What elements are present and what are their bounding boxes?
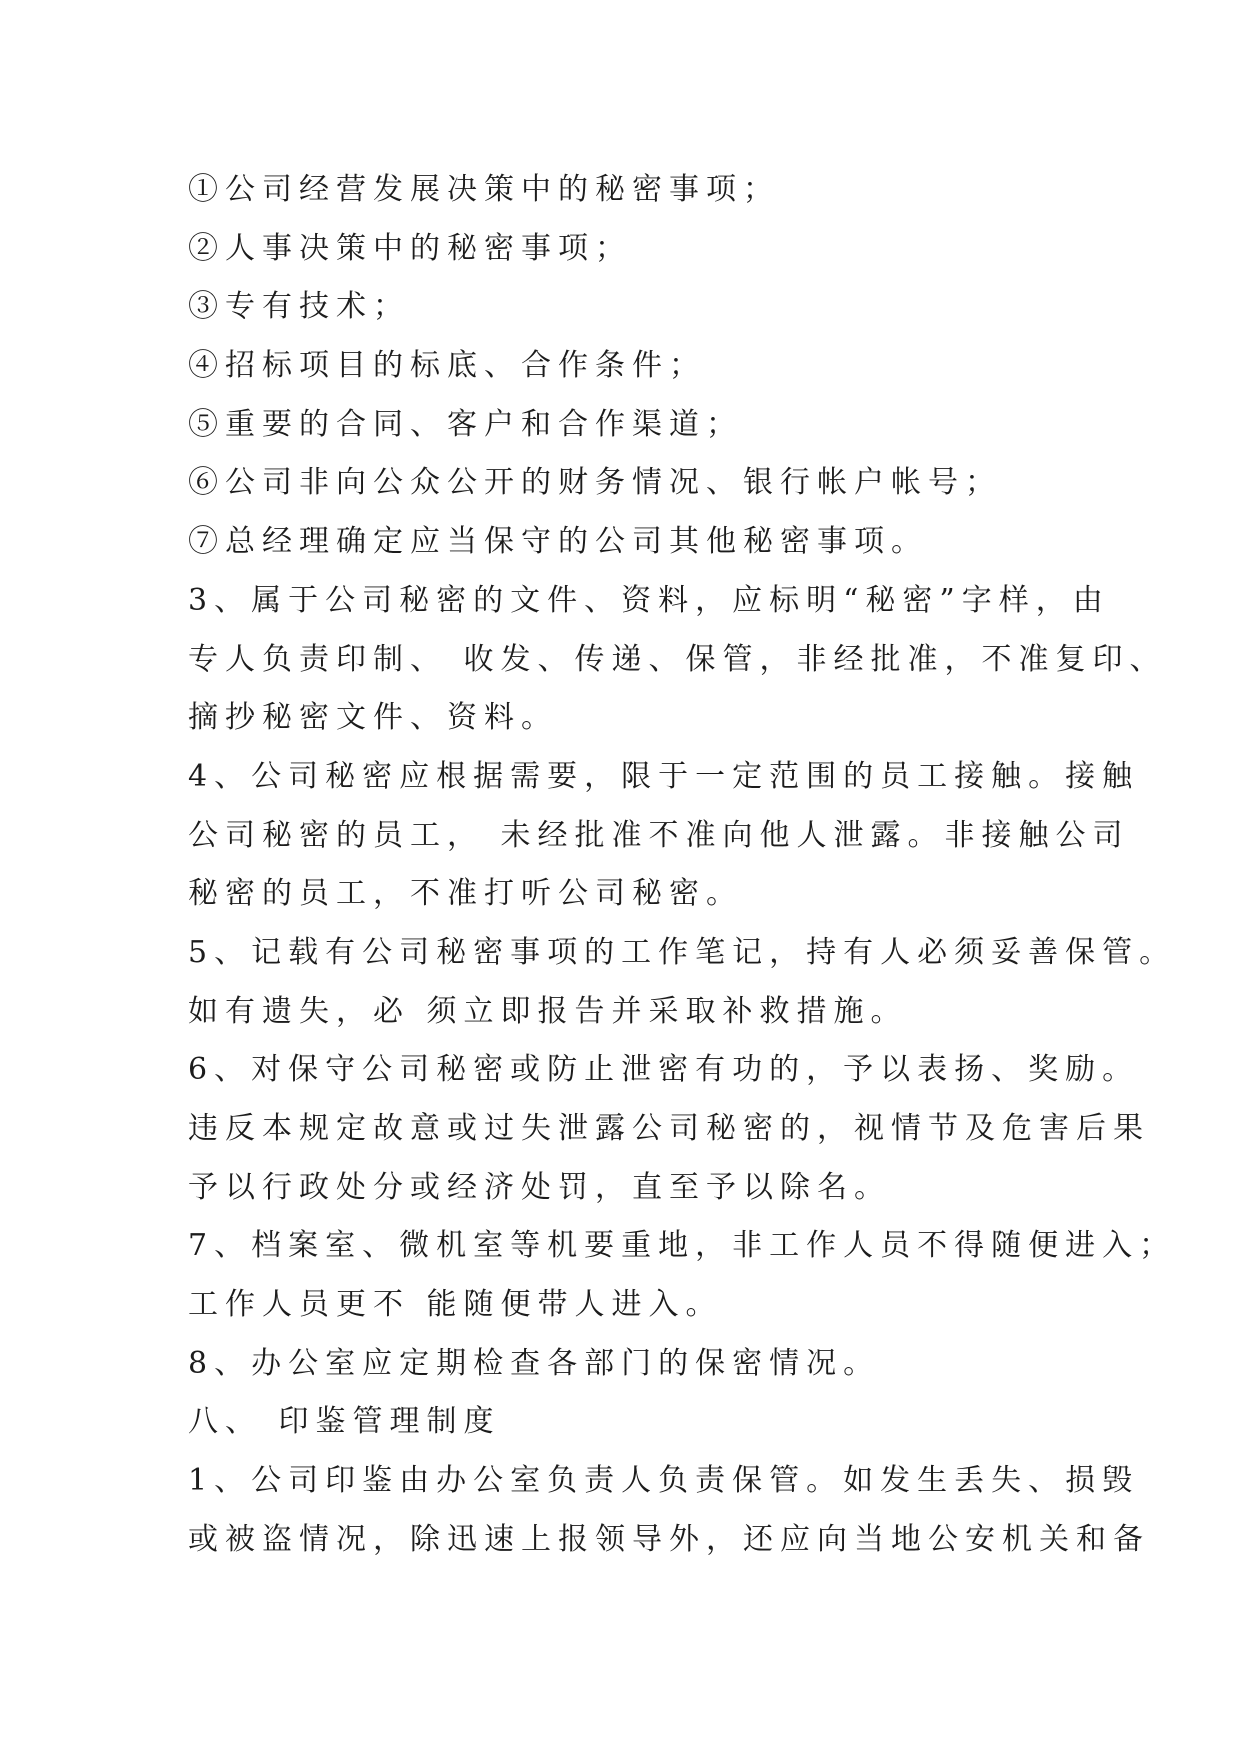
text-line: 摘抄秘密文件、资料。 [188, 700, 558, 736]
text-line: 如有遗失，必 须立即报告并采取补救措施。 [188, 993, 908, 1029]
text-line: 或被盗情况，除迅速上报领导外，还应向当地公安机关和备 [188, 1521, 1150, 1557]
text-line: ④招标项目的标底、合作条件； [188, 348, 706, 384]
text-line: 6、对保守公司秘密或防止泄密有功的，予以表扬、奖励。 [188, 1052, 1140, 1088]
text-line: 工作人员更不 能随便带人进入。 [188, 1287, 723, 1323]
section-heading: 八、 印鉴管理制度 [188, 1404, 501, 1440]
text-line: 3、属于公司秘密的文件、资料，应标明“秘密”字样，由 [188, 582, 1110, 618]
text-line: 予以行政处分或经济处罚，直至予以除名。 [188, 1169, 891, 1205]
text-line: 秘密的员工，不准打听公司秘密。 [188, 876, 743, 912]
text-line: 7、档案室、微机室等机要重地，非工作人员不得随便进入； [188, 1228, 1177, 1264]
text-line: ⑤重要的合同、客户和合作渠道； [188, 406, 743, 442]
text-line: 5、记载有公司秘密事项的工作笔记，持有人必须妥善保管。 [188, 934, 1177, 970]
text-line: 1、公司印鉴由办公室负责人负责保管。如发生丢失、损毁 [188, 1463, 1140, 1499]
text-line: ②人事决策中的秘密事项； [188, 230, 632, 266]
text-line: 违反本规定故意或过失泄露公司秘密的，视情节及危害后果 [188, 1111, 1150, 1146]
text-line: 8、办公室应定期检查各部门的保密情况。 [188, 1345, 881, 1381]
text-line: ⑥公司非向公众公开的财务情况、银行帐户帐号； [188, 465, 1002, 501]
text-line: 专人负责印制、 收发、传递、保管，非经批准，不准复印、 [188, 641, 1167, 677]
text-line: 4、公司秘密应根据需要，限于一定范围的员工接触。接触 [188, 758, 1140, 794]
text-line: ③专有技术； [188, 289, 410, 325]
text-line: 公司秘密的员工， 未经批准不准向他人泄露。非接触公司 [188, 817, 1130, 853]
document-body [188, 161, 1177, 1570]
text-line: ⑦总经理确定应当保守的公司其他秘密事项。 [188, 524, 928, 560]
text-line: ①公司经营发展决策中的秘密事项； [188, 172, 780, 207]
